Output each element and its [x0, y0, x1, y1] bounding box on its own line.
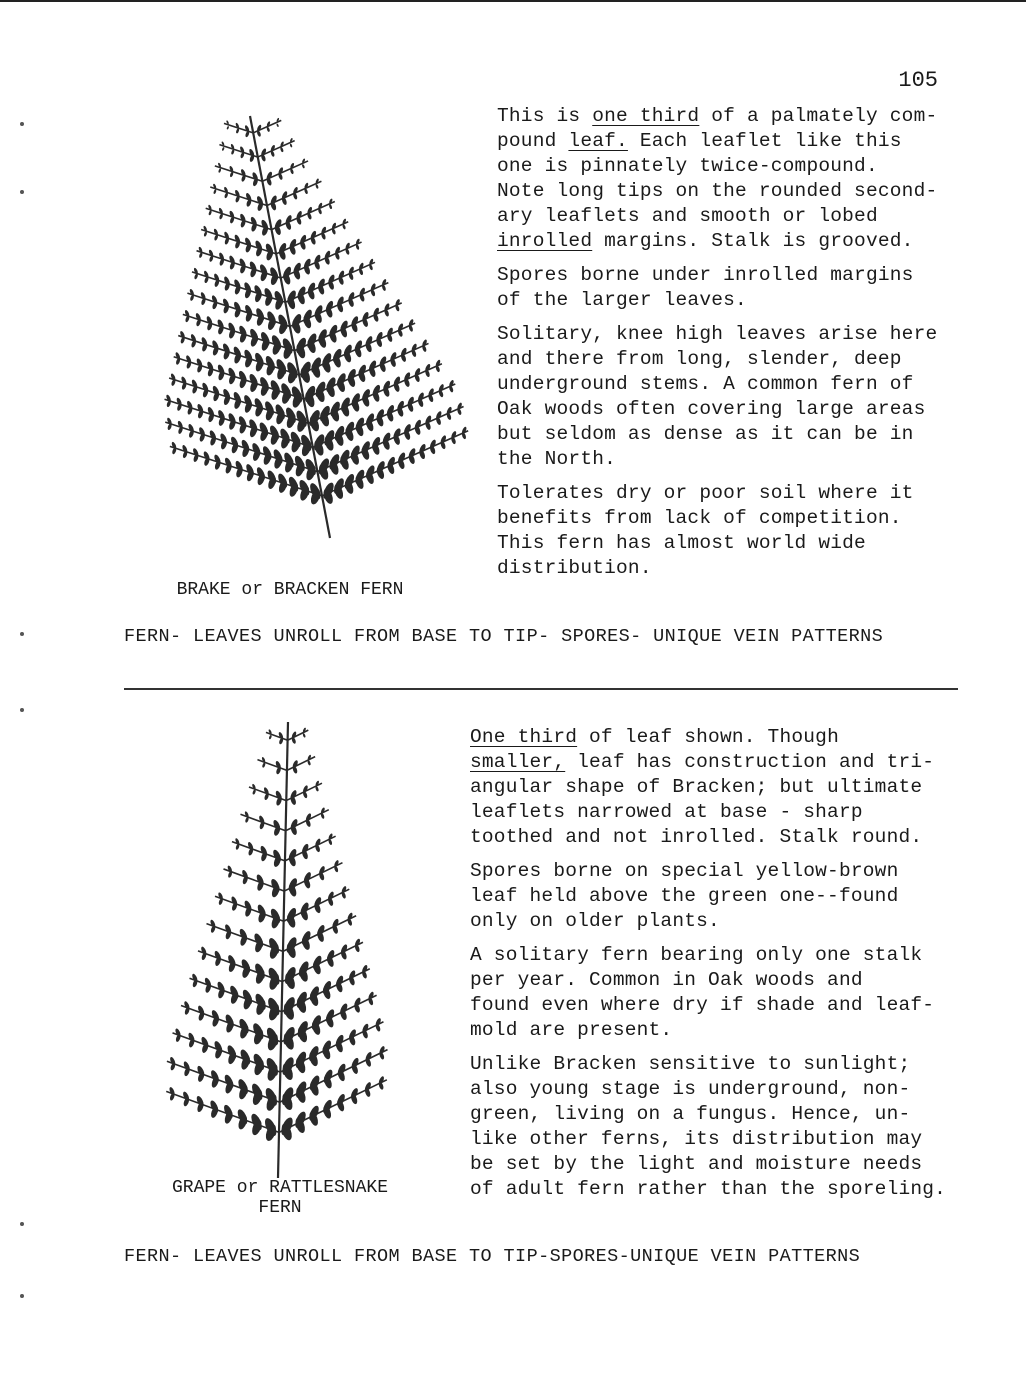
margin-dot: [20, 632, 24, 636]
leaflet: [269, 735, 273, 740]
leaflet: [222, 147, 225, 151]
pinna-rachis: [280, 1050, 388, 1103]
margin-dot: [20, 190, 24, 194]
leaflet: [276, 123, 279, 127]
leaflet: [290, 143, 293, 147]
bracken-caption: BRAKE or BRACKEN FERN: [176, 580, 404, 600]
margin-dot: [20, 122, 24, 126]
leaflet: [218, 168, 221, 173]
pinna-rachis: [206, 208, 272, 229]
grape-fern-paragraph-1: One third of leaf shown. Though smaller, leaf has construction and tri- angular shape of Bracken; but ultimate leaflets narrowed at base - sharp toothed and not inrolled. Stalk round.: [470, 726, 935, 848]
section-1-footer: FERN- LEAVES UNROLL FROM BASE TO TIP- SPORES- UNIQUE VEIN PATTERNS: [124, 626, 884, 647]
bracken-description: [497, 104, 967, 590]
bracken-fern-illustration: [140, 108, 480, 548]
pinna-rachis: [257, 760, 286, 771]
bracken-paragraph-2: Spores borne under inrolled margins of the larger leaves.: [497, 264, 914, 311]
grape-fern-description: [470, 725, 970, 1211]
pinna-rachis: [266, 732, 288, 740]
pinna-rachis: [198, 951, 282, 982]
leaflet: [226, 126, 229, 130]
leaflet: [315, 184, 319, 189]
pinna-rachis: [279, 1080, 387, 1133]
leaflet: [213, 189, 217, 194]
grape-fern-illustration: [160, 718, 450, 1188]
leaflet: [302, 164, 305, 169]
grape-fern-paragraph-4: Unlike Bracken sensitive to sunlight; also young stage is underground, non- green, living on a fungus. Hence, un- like other ferns, its distribution may be set by the light and moisture needs of adult fern rather than the sporeling.: [470, 1053, 947, 1200]
bracken-paragraph-4: Tolerates dry or poor soil where it benefits from lack of competition. This fern has almost world wide distribution.: [497, 482, 914, 579]
pinna-rachis: [272, 201, 335, 229]
grape-fern-paragraph-3: A solitary fern bearing only one stalk per year. Common in Oak woods and found even where dry if shade and leaf- mold are present.: [470, 944, 935, 1041]
section-divider: [124, 688, 958, 690]
margin-dot: [20, 1294, 24, 1298]
grape-fern-caption: GRAPE or RATTLESNAKE FERN: [171, 1178, 389, 1218]
margin-dot: [20, 1222, 24, 1226]
leaflet: [302, 733, 306, 738]
pinna-rachis: [287, 757, 315, 771]
bracken-paragraph-1: This is one third of a palmately com- pound leaf. Each leaflet like this one is pinnately twice-compound. Note long tips on the rounded second- ary leaflets and smooth or lobed inrolled margins. Stalk is grooved.: [497, 105, 938, 252]
grape-fern-paragraph-2: Spores borne on special yellow-brown leaf held above the green one--found only on older plants.: [470, 860, 899, 932]
margin-dot: [20, 708, 24, 712]
page-top-edge: [0, 0, 1026, 2]
page-number: 105: [898, 68, 938, 93]
bracken-paragraph-3: Solitary, knee high leaves arise here and there from long, slender, deep underground stems. A common fern of Oak woods often covering large areas but seldom as dense as it can be in the North.: [497, 323, 938, 470]
section-2-footer: FERN- LEAVES UNROLL FROM BASE TO TIP-SPORES-UNIQUE VEIN PATTERNS: [124, 1246, 861, 1267]
